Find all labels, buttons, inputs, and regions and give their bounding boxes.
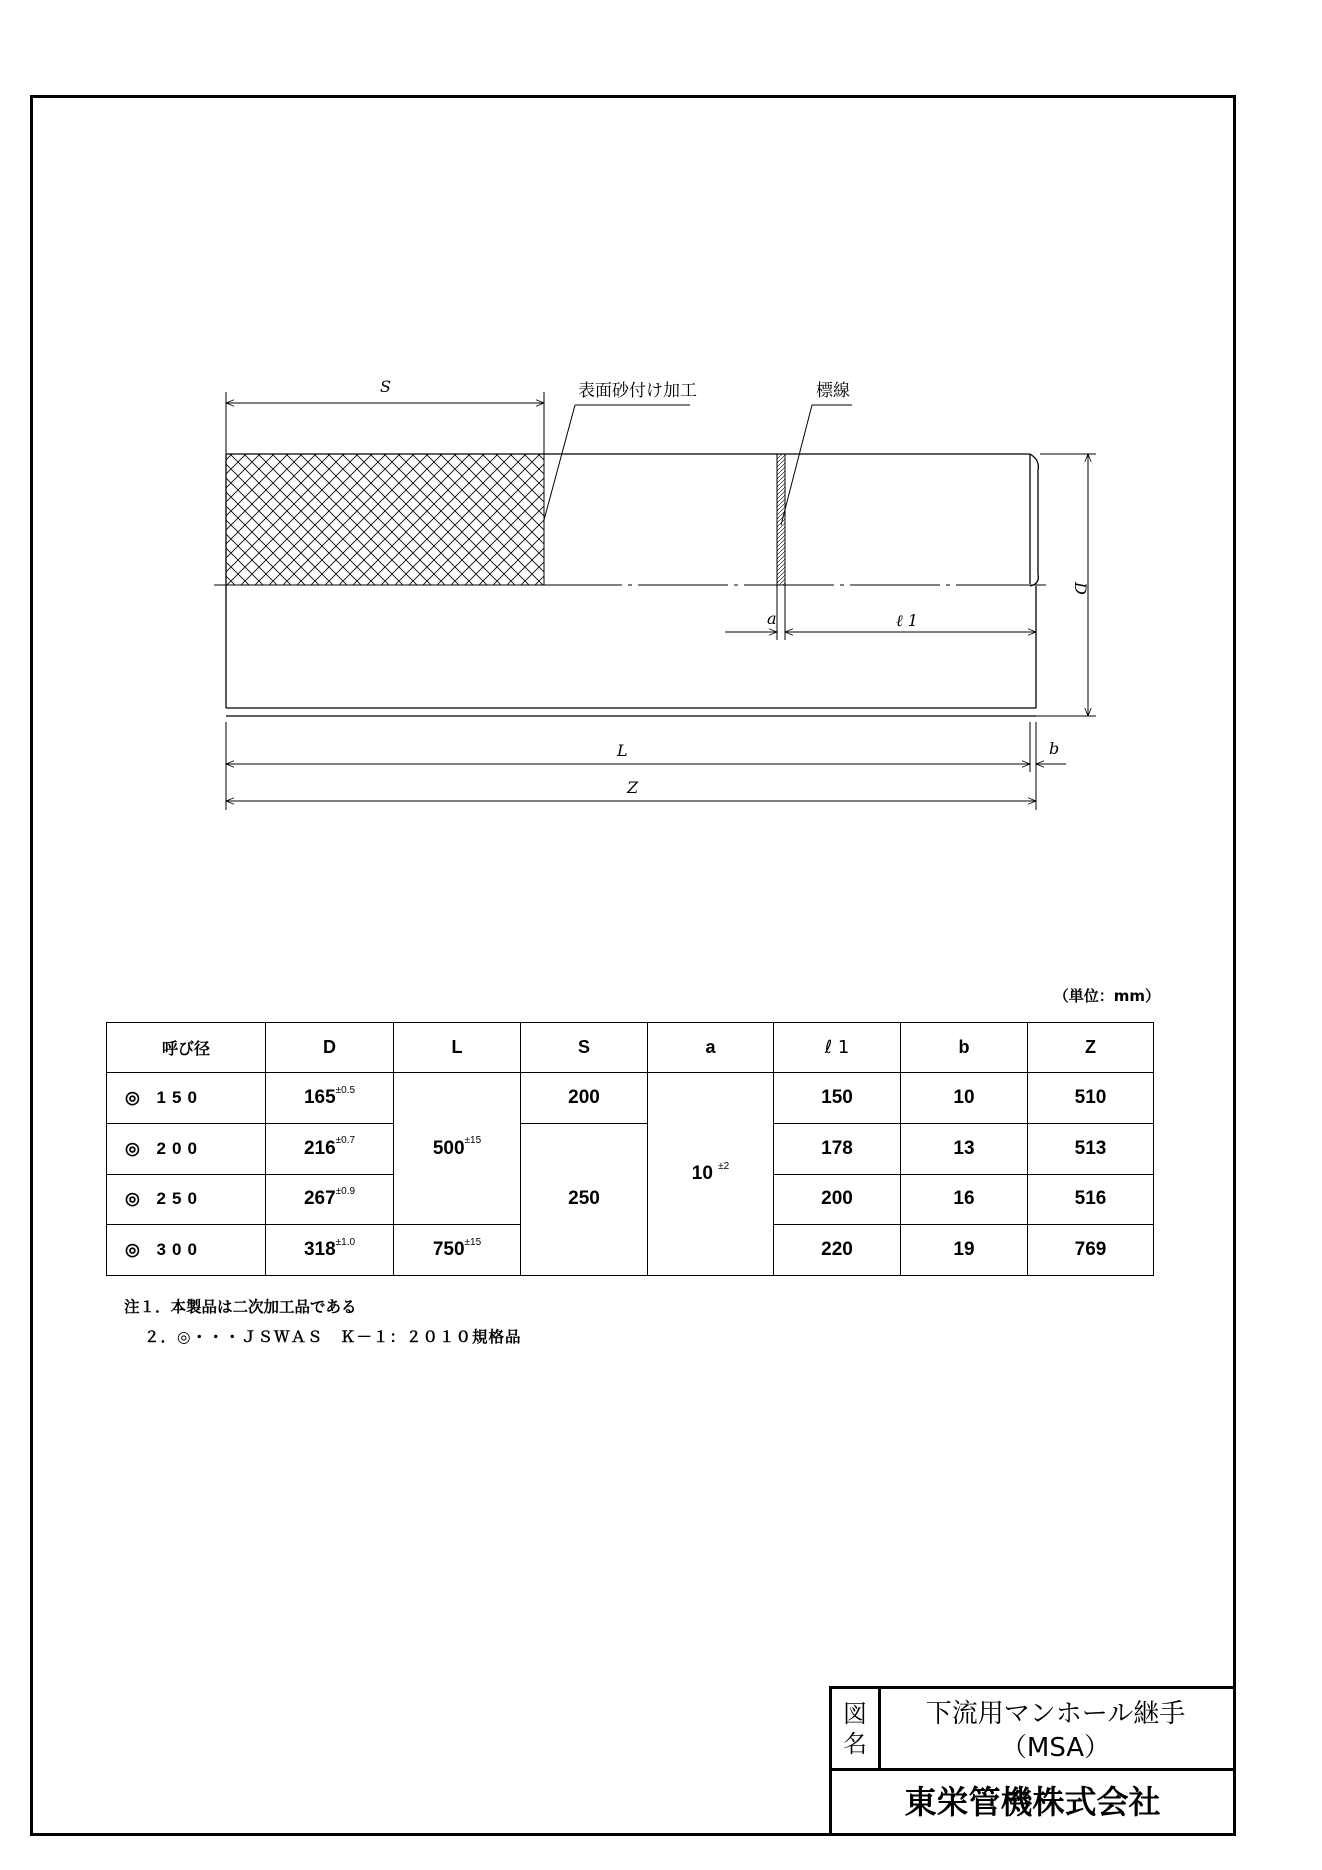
cell-l1: 178 <box>774 1123 901 1174</box>
unit-note: （単位：mm） <box>1053 987 1160 1005</box>
header-S: S <box>521 1023 648 1073</box>
cell-a: 10 $^{\pm 2}$ <box>648 1073 774 1276</box>
cell-l1: 220 <box>774 1225 901 1276</box>
header-nominal: 呼び径 <box>107 1023 266 1073</box>
cell-l1: 150 <box>774 1073 901 1124</box>
dim-S <box>226 392 544 454</box>
cell-D: $267^{\pm 0.9}$ <box>266 1174 394 1225</box>
cell-S: 200 <box>521 1073 648 1124</box>
cell-b: 19 <box>901 1225 1028 1276</box>
cell-nominal: ◎ 300 <box>107 1225 266 1276</box>
dim-L-Z <box>226 722 1066 810</box>
leader-surface <box>544 405 690 520</box>
header-D: D <box>266 1023 394 1073</box>
cell-Z: 510 <box>1028 1073 1154 1124</box>
note-2: ２．◎・・・ＪＳＷＡＳ Ｋ－１：２０１０規格品 <box>144 1328 522 1346</box>
pipe-drawing <box>0 0 1322 900</box>
cell-Z: 516 <box>1028 1174 1154 1225</box>
header-b: b <box>901 1023 1028 1073</box>
dim-Z-label: Z <box>627 778 639 797</box>
dim-S-label: S <box>380 377 391 396</box>
label-surface-finish: 表面砂付け加工 <box>578 381 697 401</box>
label-line-1: 図 <box>843 1700 867 1728</box>
cell-l1: 200 <box>774 1174 901 1225</box>
dim-b-label: b <box>1049 739 1060 758</box>
cell-D: $165^{\pm 0.5}$ <box>266 1073 394 1124</box>
header-L: L <box>394 1023 521 1073</box>
cell-nominal: ◎ 150 <box>107 1073 266 1124</box>
cell-nominal: ◎ 200 <box>107 1123 266 1174</box>
header-a: a <box>648 1023 774 1073</box>
drawing-name <box>878 1686 1236 1771</box>
notes <box>124 1292 522 1352</box>
table-row <box>107 1123 1154 1174</box>
cell-L: $750^{\pm 15}$ <box>394 1225 521 1276</box>
label-marking-line: 標線 <box>816 381 850 401</box>
dim-D-label: D <box>1071 582 1090 595</box>
cell-L: $500^{\pm 15}$ <box>394 1073 521 1225</box>
cell-Z: 769 <box>1028 1225 1154 1276</box>
cell-Z: 513 <box>1028 1123 1154 1174</box>
table-header-row <box>107 1023 1154 1073</box>
cell-D: $318^{\pm 1.0}$ <box>266 1225 394 1276</box>
header-l1: ℓ 1 <box>774 1023 901 1073</box>
marking-line <box>777 454 785 585</box>
cell-b: 10 <box>901 1073 1028 1124</box>
sand-finish-area <box>226 454 544 585</box>
note-1: 注１．本製品は二次加工品である <box>124 1298 357 1316</box>
cell-b: 13 <box>901 1123 1028 1174</box>
cell-b: 16 <box>901 1174 1028 1225</box>
dim-l1-label: ℓ 1 <box>896 611 918 630</box>
cell-nominal: ◎ 250 <box>107 1174 266 1225</box>
drawing-name-line-1: 下流用マンホール継手 <box>925 1699 1186 1729</box>
dim-a-label: a <box>767 609 777 628</box>
spec-table <box>106 1022 1154 1276</box>
cell-S: 250 <box>521 1123 648 1275</box>
title-block <box>829 1686 1236 1836</box>
table-row <box>107 1073 1154 1124</box>
label-line-2: 名 <box>843 1730 867 1758</box>
title-block-label <box>829 1686 881 1771</box>
company-name: 東栄管機株式会社 <box>829 1768 1236 1836</box>
cell-D: $216^{\pm 0.7}$ <box>266 1123 394 1174</box>
dim-L-label: L <box>617 741 628 760</box>
leader-mark <box>781 405 852 525</box>
drawing-name-line-2: （MSA） <box>1000 1733 1111 1763</box>
header-Z: Z <box>1028 1023 1154 1073</box>
